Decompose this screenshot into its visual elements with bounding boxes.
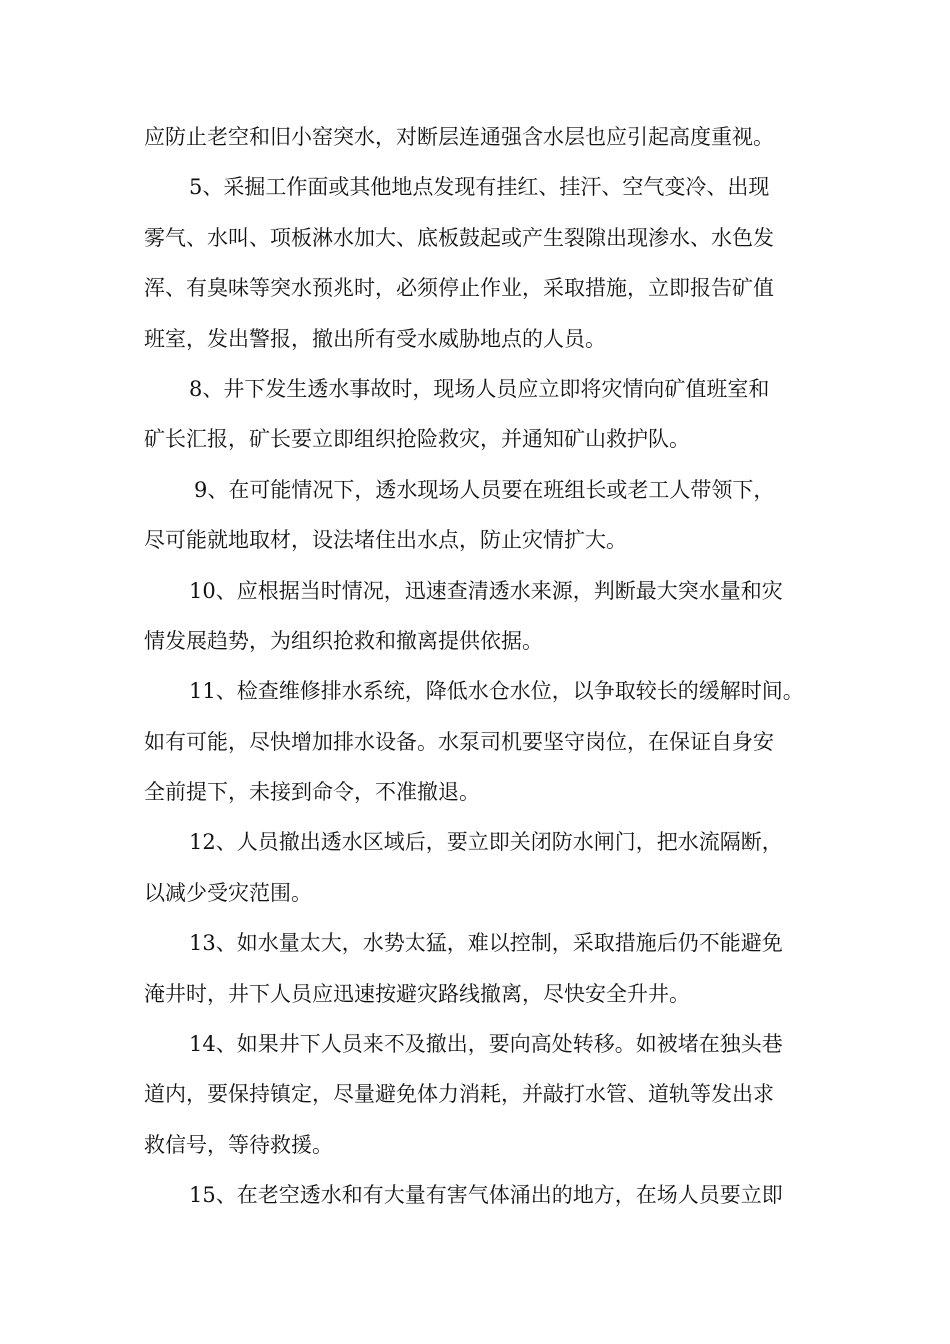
text-line: 13、如水量太大，水势太猛，难以控制，采取措施后仍不能避免 [189,931,783,956]
text-line: 救信号，等待救援。 [144,1132,333,1157]
text-line: 浑、有臭味等突水预兆时，必须停止作业，采取措施，立即报告矿值 [144,276,774,301]
paragraph-item-9 [144,465,812,566]
text-line: 11、检查维修排水系统，降低水仓水位，以争取较长的缓解时间。 [189,679,804,704]
text-line: 矿长汇报，矿长要立即组织抢险救灾，并通知矿山救护队。 [144,427,690,452]
text-line: 全前提下，未接到命令，不准撤退。 [144,780,480,805]
text-line: 尽可能就地取材，设法堵住出水点，防止灾情扩大。 [144,528,627,553]
text-line: 如有可能，尽快增加排水设备。水泵司机要坚守岗位，在保证自身安 [144,729,774,754]
paragraph-item-14 [144,1019,812,1170]
paragraph-item-12 [144,817,812,918]
paragraph-item-8 [144,364,812,465]
text-line: 12、人员撤出透水区域后，要立即关闭防水闸门，把水流隔断， [189,830,783,855]
text-line: 15、在老空透水和有大量有害气体涌出的地方，在场人员要立即 [189,1183,783,1208]
paragraph-continuation [144,112,812,162]
text-line: 9、在可能情况下，透水现场人员要在班组长或老工人带领下， [194,477,775,502]
body-text [144,112,812,1221]
text-line: 以减少受灾范围。 [144,880,312,905]
paragraph-item-11 [144,666,812,817]
text-line: 班室，发出警报，撤出所有受水威胁地点的人员。 [144,326,606,351]
text-line: 8、井下发生透水事故时，现场人员应立即将灾情向矿值班室和 [189,376,770,401]
text-line: 情发展趋势，为组织抢救和撤离提供依据。 [144,628,543,653]
text-line: 14、如果井下人员来不及撤出，要向高处转移。如被堵在独头巷 [189,1032,783,1057]
text-line: 10、应根据当时情况，迅速查清透水来源，判断最大突水量和灾 [189,578,783,603]
text-line: 淹井时，井下人员应迅速按避灾路线撤离，尽快安全升井。 [144,981,690,1006]
text-line: 道内，要保持镇定，尽量避免体力消耗，并敲打水管、道轨等发出求 [144,1082,774,1107]
paragraph-item-10 [144,566,812,667]
paragraph-item-5 [144,162,812,364]
text-line: 应防止老空和旧小窑突水，对断层连通强含水层也应引起高度重视。 [144,125,774,149]
paragraph-item-13 [144,918,812,1019]
paragraph-item-15 [144,1170,812,1220]
text-line: 5、采掘工作面或其他地点发现有挂红、挂汗、空气变冷、出现 [189,175,770,200]
text-line: 雾气、水叫、项板淋水加大、底板鼓起或产生裂隙出现渗水、水色发 [144,225,774,250]
